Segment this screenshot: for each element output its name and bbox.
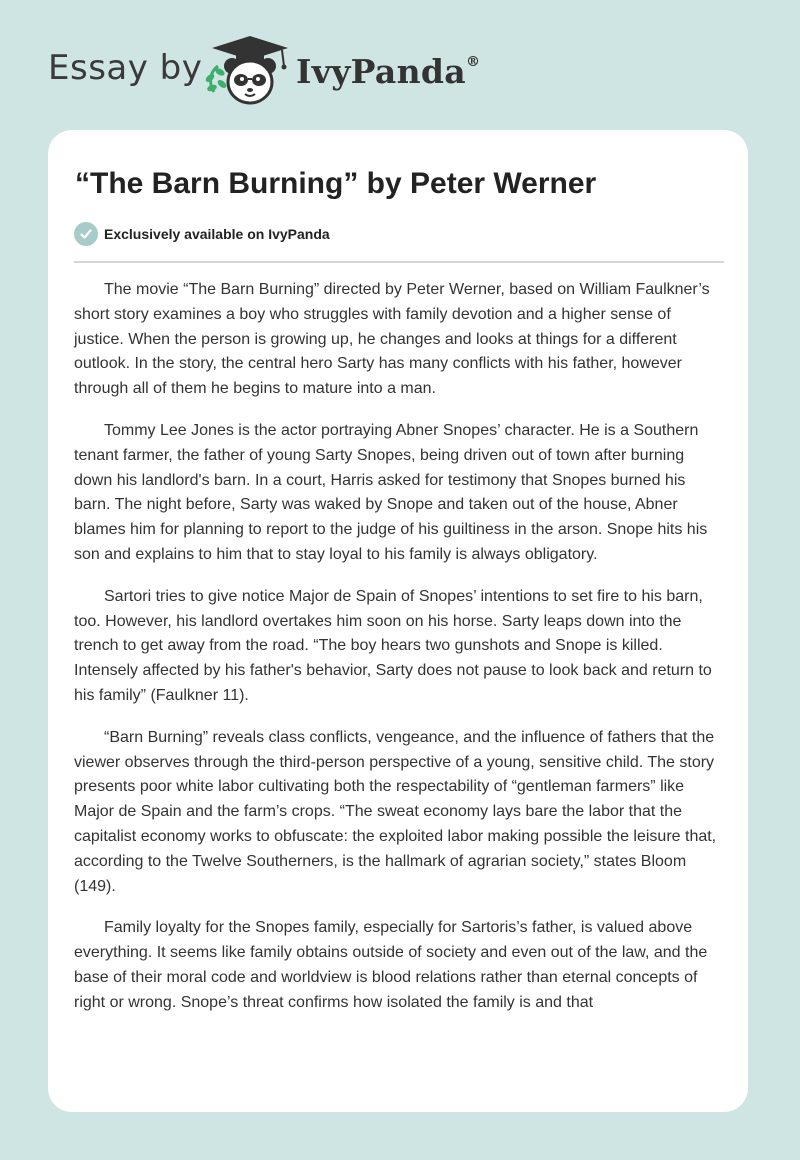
- essay-by-label: Essay by: [48, 48, 203, 88]
- essay-title: “The Barn Burning” by Peter Werner: [75, 167, 597, 200]
- paragraph: Family loyalty for the Snopes family, especially for Sartoris’s father, is valued above everything. It seems like family obtains outside of society and even out of the law, and the base of their moral code and worldview is blood relations rather than eternal concepts of right or wrong. Snope’s threat confirms how isolated the family is and that: [74, 919, 708, 1011]
- paragraph: Sartori tries to give notice Major de Spain of Snopes’ intentions to set fire to his barn, too. However, his landlord overtakes him soon on his horse. Sarty leaps down into the trench to get away from the road. “The boy hears two gunshots and Snope is killed. Intensely affected by his father's behavior, Sarty does not pause to look back and return to his family” (Faulkner 11).: [74, 587, 712, 704]
- paragraph: The movie “The Barn Burning” directed by Peter Werner, based on William Faulkner’s short story examines a boy who struggles with family devotion and a higher sense of justice. When the person is growing up, he changes and looks at things for a different outlook. In the story, the central hero Sarty has many conflicts with his father, however through all of them he begins to mature into a man.: [74, 281, 710, 398]
- panda-logo-icon[interactable]: [200, 32, 292, 108]
- check-circle-icon: [74, 222, 98, 246]
- divider: [74, 261, 724, 263]
- registered-mark: ®: [465, 54, 481, 70]
- exclusive-label: Exclusively available on IvyPanda: [104, 226, 330, 242]
- brand-name[interactable]: IvyPanda®: [296, 52, 481, 91]
- paragraph: “Barn Burning” reveals class conflicts, vengeance, and the influence of fathers that the viewer observes through the third-person perspective of a young, sensitive child. The story presents poor white labor cultivating both the respectability of “gentleman farmers” like Major de Spain and the farm’s crops. “The sweat economy lays bare the labor that the capitalist economy works to obfuscate: the exploited labor making possible the leisure that, according to the Twelve Southerners, is the hallmark of agrarian society,” states Bloom (149).: [74, 728, 717, 895]
- essay-body: [74, 278, 724, 1033]
- paragraph: Tommy Lee Jones is the actor portraying Abner Snopes’ character. He is a Southern tenant farmer, the father of young Sarty Snopes, being driven out of town after burning down his landlord's barn. In a court, Harris asked for testimony that Snopes burned his barn. The night before, Sarty was waked by Snope and taken out of the house, Abner blames him for planning to report to the judge of his guiltiness in the arson. Snope hits his son and explains to him that to stay loyal to his family is always obligatory.: [74, 421, 708, 563]
- site-header: [0, 0, 800, 130]
- essay-card: [48, 130, 748, 1112]
- exclusive-badge: [74, 222, 330, 246]
